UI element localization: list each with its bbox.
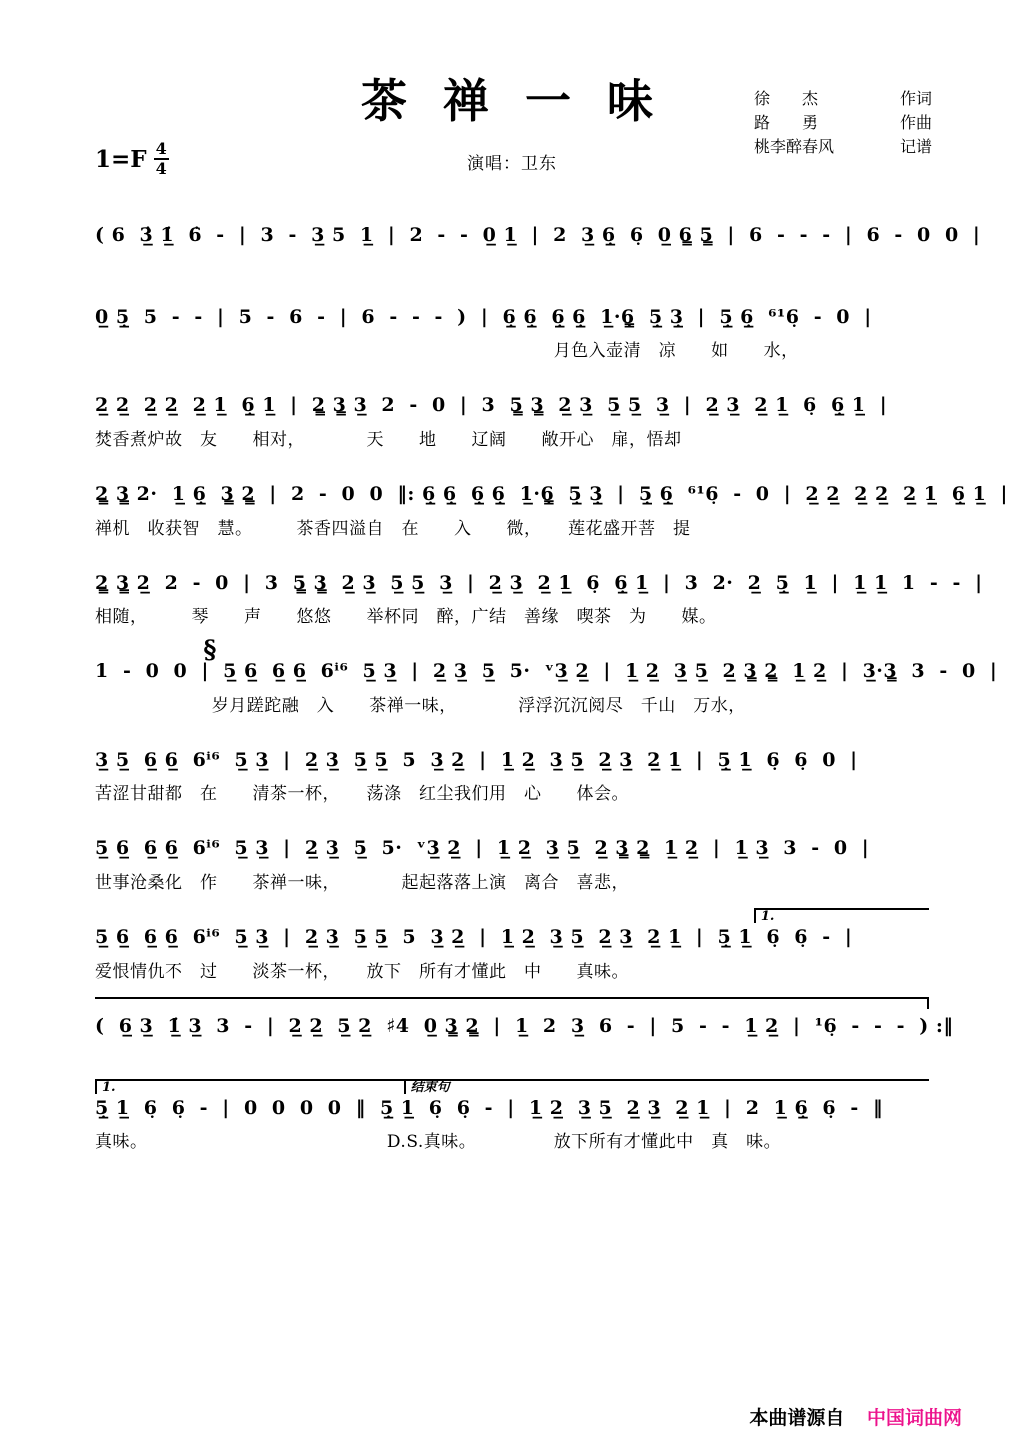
score-system-4 [95,464,1008,543]
notation-line: 2̳ 3̳ 2̲ 2 - 0 | 3 5̳ 3̳ 2̲ 3̲ 5̲ 5̲ 3̲ | 2̲ 3̲ 2̲ 1̲ 6̣ 6̣̲ 1̲ | 3 2· 2̲ 5̣̲ 1̲ | 1̲ 1̲ 1 - - | [95,571,983,594]
song-title: 茶 禅 一 味 [360,74,664,128]
lyric-segment: 放下所有才懂此中 真 味。 [553,1132,782,1153]
notation-line: 5̲ 6̲ 6̲ 6̲ 6ⁱ⁶ 5̲ 3̲ | 2̲ 3̲ 5̲ 5̲ 5 3̲ 2̲ | 1̲ 2̲ 3̲ 5̲ 2̲ 3̲ 2̲ 1̲ | 5̣̲ 1̲ 6̣ 6̣ - | [95,926,853,949]
lyric-segment: 爱恨情仇不 过 淡茶一杯， 放下 所有才懂此 中 真味。 [95,961,629,982]
credit-role: 记谱 [899,136,932,156]
notation-line: 2̲ 2̲ 2̲ 2̲ 2̲ 1̲ 6̣̲ 1̲ | 2̳ 3̳ 3̲ 2 - 0 | 3 5̳ 3̳ 2̲ 3̲ 5̲ 5̲ 3̲ | 2̲ 3̲ 2̲ 1̲ 6̣ 6̣̲ 1̲ | [95,394,888,417]
credit-name: 徐 杰 [754,88,819,108]
segno-mark: § [203,635,217,665]
score-system-1 [95,205,981,277]
lyrics-line [95,688,929,720]
notation-line: 3̲ 5̲ 6̲ 6̲ 6ⁱ⁶ 5̲ 3̲ | 2̲ 3̲ 5̲ 5̲ 5 3̲ 2̲ | 1̲ 2̲ 3̲ 5̲ 2̲ 3̲ 2̲ 1̲ | 5̣̲ 1̲ 6̣ 6̣ 0 | [95,748,858,771]
notation-line: 2̳ 3̳ 2· 1̲ 6̣̲ 3̳ 2̳ | 2 - 0 0 ‖: 6̣̲ 6̣̲ 6̣̲ 6̣̲ 1̲·6̣̳ 5̣̲ 3̣̲ | 5̣̲ 6̣̲ ⁶¹6̣ - 0 | 2̲ 2̲ 2̲ 2̲ 2̲ 1̲ 6̣̲ 1̲ | [95,482,1008,505]
footer-site-name: 中国词曲网 [866,1407,962,1429]
lyric-segment: 世事沧桑化 作 茶禅一味， 起起落落上演 离合 喜悲， [95,873,629,894]
lyric-segment: 焚香煮炉故 友 相对， 天 地 辽阔 敞开心 扉，悟却 [95,429,682,450]
score-system-3 [95,375,929,454]
score-system-8 [95,818,929,897]
lyrics-line [95,865,929,897]
score-system-5 [95,553,983,632]
credit-lyricist [754,87,932,111]
score-system-11 [95,1078,929,1157]
notation-line: 1 - 0 0 | 5̲ 6̲ 6̲ 6̲ 6ⁱ⁶ 5̲ 3̲ | 2̲ 3̲ 5̲ 5· ᵛ3̲ 2̲ | 1̲ 2̲ 3̲ 5̲ 2̲ 3̳ 2̳ 1̲ 2̲ | 3̲·3̳ 3 - 0 | [95,660,998,683]
score-system-9 [95,907,929,986]
volta-bracket [95,997,929,1009]
lyric-segment: D.S.真味。 [386,1132,477,1153]
lyric-segment: 禅机 收获智 慧。 茶香四溢自 在 入 微， 莲花盛开菩 提 [95,518,691,539]
credit-transcriber [754,135,932,159]
credit-name: 桃李醉春风 [754,136,835,156]
footer-source-text: 本曲谱源自 [749,1407,845,1429]
lyrics-line [95,1124,929,1156]
credit-role: 作词 [899,88,932,108]
lyric-segment: 月色入壶清 凉 如 水， [553,341,799,362]
lyrics-line [95,422,929,454]
lyrics-line [95,776,929,808]
lyrics-line [95,511,929,543]
notation-line: ( 6̲ 3̲ 1̲̇ 3̲ 3 - | 2̲ 2̲ 5̲ 2̲ ♯4 0̲ 3̳ 2̳ | 1̲ 2 3̲ 6 - | 5 - - 1̲ 2̲ | ¹6̣ - - - ) :‖ [95,1014,954,1037]
lyrics-line [95,333,929,365]
credit-name: 路 勇 [754,112,819,132]
lyrics-line [95,599,929,631]
score-body [95,205,1008,1157]
notation-line: ( 6 3̲̇ 1̲̇ 6̇ - | 3 - 3̲ 5 1̲ | 2 - - 0̲ 1̲ | 2 3̲ 6̣̲ 6̣ 0̲ 6̳ 5̳ | 6 - - - | 6 - 0 0 | [95,223,981,246]
score-system-6 [95,635,998,720]
key-label: 1=F [95,145,147,173]
credit-role: 作曲 [899,112,932,132]
score-system-2 [95,287,929,366]
footer [749,1403,962,1430]
notation-line: 0̲ 5̣̲ 5 - - | 5 - 6 - | 6 - - - ) | 6̣̲ 6̣̲ 6̣̲ 6̣̲ 1̲·6̣̳ 5̣̲ 3̣̲ | 5̣̲ 6̣̲ ⁶¹6̣ - 0 | [95,305,872,328]
notation-line: 5̣̲ 1̲ 6̣ 6̣ - | 0 0 0 0 ‖ 5̣̲ 1̲ 6̣ 6̣ - | 1̲ 2̲ 3̲ 5̲ 2̲ 3̲ 2̲ 1̲ | 2 1̲ 6̣̲ 6̣ - ‖ [95,1096,883,1119]
notation-line: 5̲ 6̲ 6̲ 6̲ 6ⁱ⁶ 5̲ 3̲ | 2̲ 3̲ 5̲ 5· ᵛ3̲ 2̲ | 1̲ 2̲ 3̲ 5̲ 2̲ 3̳ 2̳ 1̲ 2̲ | 1̲ 3̲ 3 - 0 | [95,837,870,860]
coda-phrase-bracket: 结束句 [404,1079,929,1094]
lyrics-line [95,954,929,986]
volta-bracket: 1. [95,1079,404,1094]
credit-composer [754,111,932,135]
score-system-7 [95,730,929,809]
performer-label: 演唱：卫东 [467,153,557,174]
lyric-segment: 相随， 琴 声 悠悠 举杯同 醉，广结 善缘 喫茶 为 媒。 [95,607,717,628]
volta-bracket: 1. [754,908,929,923]
time-signature-lower: 4 [155,159,167,179]
credits-block [754,87,932,159]
lyric-segment: 岁月蹉跎融 入 茶禅一味， 浮浮沉沉阅尽 千山 万水， [211,695,746,716]
time-signature-upper: 4 [154,141,169,161]
score-system-10 [95,996,954,1068]
lyric-segment: 苦涩甘甜都 在 清茶一杯， 荡涤 红尘我们用 心 体会。 [95,784,629,805]
lyric-segment: 真味。 [95,1132,148,1153]
